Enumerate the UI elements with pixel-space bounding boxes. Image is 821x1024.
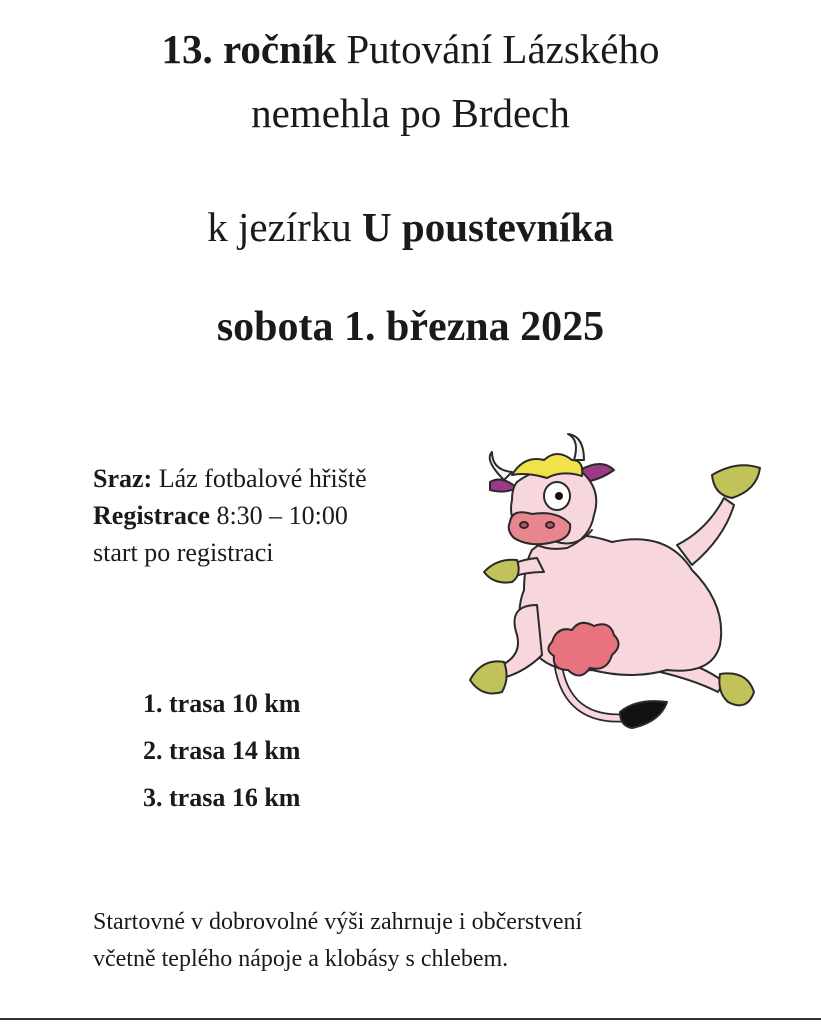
cow-pupil [555, 492, 563, 500]
destination-prefix: k jezírku [207, 204, 363, 250]
cow-left-horn [490, 452, 512, 480]
start-info: start po registraci [93, 538, 274, 567]
event-title-line-1 [0, 20, 821, 78]
fee-note [93, 904, 582, 978]
registration-line [93, 497, 367, 534]
registration-label: Registrace [93, 501, 210, 530]
meeting-point-line [93, 460, 367, 497]
fee-note-line-2: včetně teplého nápoje a klobásy s chlebem. [93, 946, 509, 972]
fee-note-line-1: Startovné v dobrovolné výši zahrnuje i občerstvení [93, 909, 583, 935]
event-name-part-1: Putování Lázského [336, 26, 660, 72]
event-title-line-2: nemehla po Brdech [251, 90, 570, 136]
cow-right-arm [677, 498, 734, 565]
cow-left-arm-hoof [484, 560, 519, 583]
cow-right-hoof [712, 465, 760, 498]
cartoon-cow-illustration [462, 430, 762, 730]
cow-left-hoof [470, 661, 507, 693]
cow-hair [512, 454, 582, 478]
cow-snout [509, 512, 571, 544]
cow-right-horn [568, 434, 584, 460]
routes-list [143, 680, 300, 821]
route-item: 3. trasa 16 km [143, 783, 301, 812]
edition-number: 13. ročník [161, 26, 337, 72]
cow-tail-tip [620, 701, 667, 728]
meeting-point-label: Sraz: [93, 464, 153, 493]
cow-nostril [520, 522, 528, 528]
destination-name: U poustevníka [362, 204, 614, 250]
meeting-info [93, 460, 367, 571]
event-date: sobota 1. března 2025 [216, 304, 605, 350]
cow-nostril [546, 522, 554, 528]
bottom-divider [0, 1018, 821, 1020]
cow-back-hoof [719, 673, 754, 705]
registration-time: 8:30 – 10:00 [209, 501, 348, 530]
route-item: 2. trasa 14 km [143, 736, 301, 765]
destination-line [0, 198, 821, 256]
meeting-point-value: Láz fotbalové hřiště [152, 464, 367, 493]
route-item: 1. trasa 10 km [143, 689, 301, 718]
